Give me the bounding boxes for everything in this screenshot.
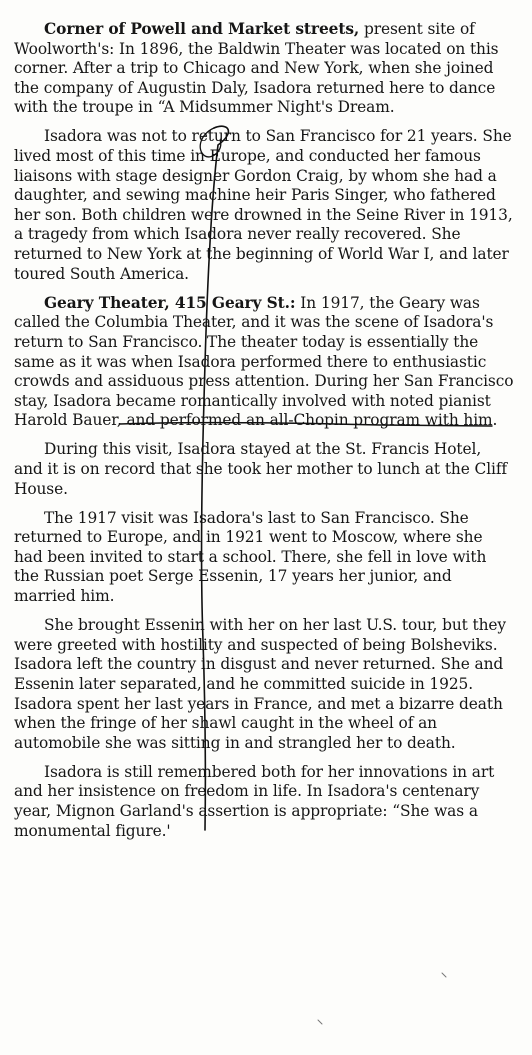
paragraph-legacy — [14, 763, 514, 841]
paragraph-geary-theater — [14, 294, 514, 431]
paragraph-lead: Geary Theater, 415 Geary St.: — [44, 293, 296, 312]
paragraph-text: In 1917, the Geary was called the Columbia Theater, and it was the scene of Isadora's return to San Francisco. The theater today is essentially the same as it was when Isadora performed there to enthusiastic crowds and assiduous press attention. During her San Francisco stay, Isadora became romantically involved with noted pianist Harold Bauer, and performed an all-Chopin program with him. — [14, 293, 514, 430]
paragraph-text: present site of Woolworth's: In 1896, the Baldwin Theater was located on this corner. After a trip to Chicago and New York, when she joined the company of Augustin Daly, Isadora returned here to dance with the troupe in “A Midsummer Night's Dream. — [14, 20, 499, 117]
paragraph-lead: Corner of Powell and Market streets, — [44, 20, 360, 38]
paragraph-text: Isadora is still remembered both for her innovations in art and her insistence on freedom in life. In Isadora's centenary year, Mignon Garland's assertion is appropriate: “She was a monumental figure.' — [14, 762, 495, 840]
paragraph-st-francis — [14, 440, 514, 499]
paragraph-baldwin-theater — [14, 20, 514, 118]
paragraph-europe-years — [14, 127, 514, 284]
paragraph-text: During this visit, Isadora stayed at the St. Francis Hotel, and it is on record that she took her mother to lunch at the Cliff House. — [14, 440, 508, 498]
stray-mark — [318, 1020, 322, 1024]
stray-mark — [442, 973, 446, 977]
article-column — [14, 20, 514, 851]
paragraph-last-visit — [14, 509, 514, 607]
paragraph-text: The 1917 visit was Isadora's last to San Francisco. She returned to Europe, and in 1921 went to Moscow, where she had been invited to start a school. There, she fell in love with the Russian poet Serge Essenin, 17 years her junior, and married him. — [14, 508, 487, 606]
paragraph-essenin — [14, 616, 514, 753]
paragraph-text: Isadora was not to return to San Francisco for 21 years. She lived most of this time in Europe, and conducted her famous liaisons with stage designer Gordon Craig, by whom she had a daughter, and sewing machine heir Paris Singer, who fathered her son. Both children were drowned in the Seine River in 1913, a tragedy from which Isadora never really recovered. She returned to New York at the beginning of World War I, and later toured South America. — [14, 127, 513, 283]
paragraph-text: She brought Essenin with her on her last U.S. tour, but they were greeted with hostility and suspected of being Bolsheviks. Isadora left the country in disgust and never returned. She and Essenin later separated, and he committed suicide in 1925. Isadora spent her last years in France, and met a bizarre death when the fringe of her shawl caught in the wheel of an automobile she was sitting in and strangled her to death. — [14, 616, 507, 752]
